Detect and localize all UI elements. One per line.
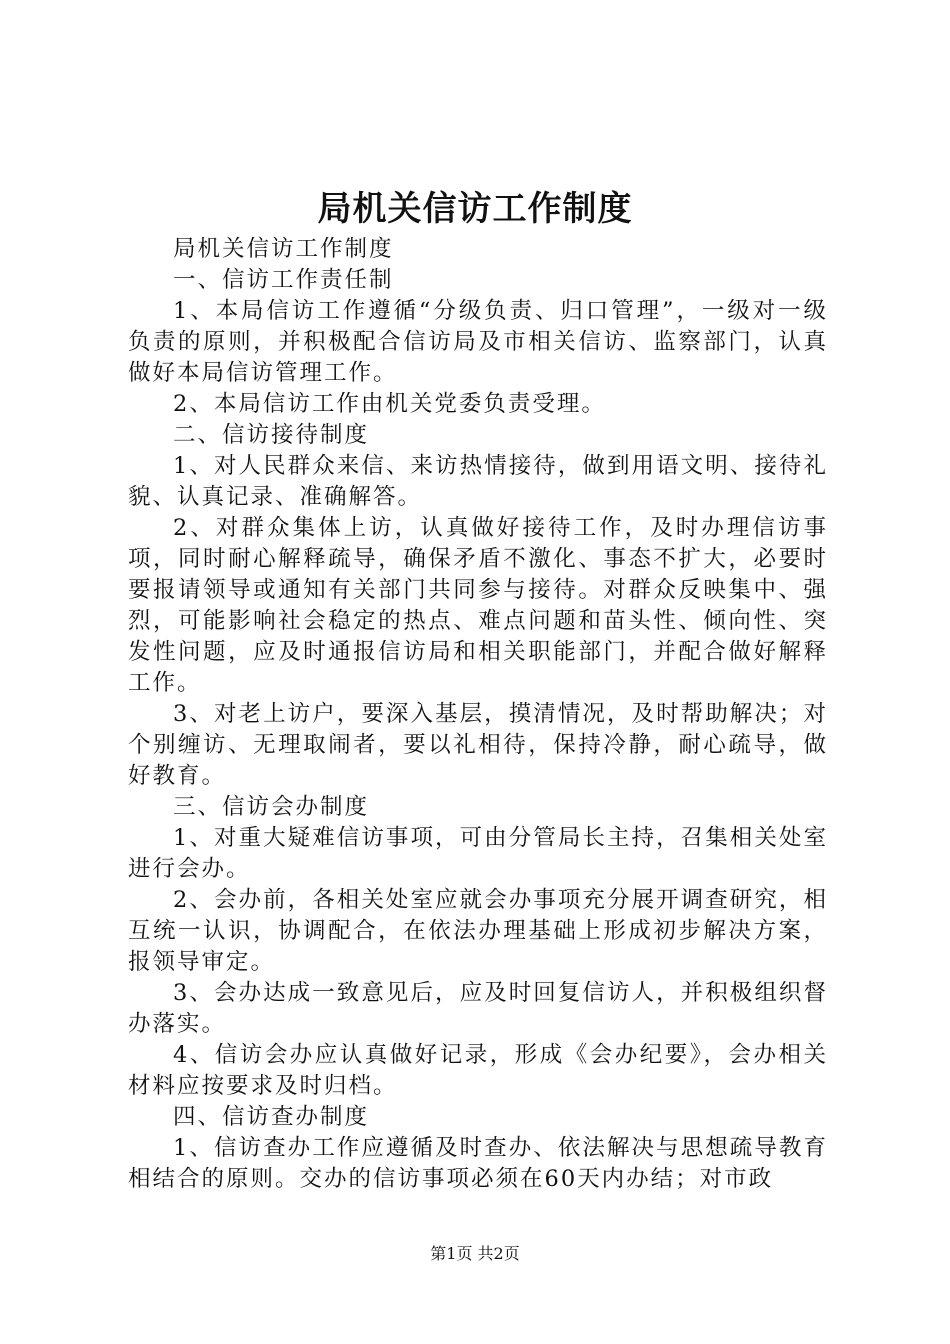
paragraph: 1、信访查办工作应遵循及时查办、依法解决与思想疏导教育相结合的原则。交办的信访事项必须在60天内办结；对市政 bbox=[128, 1135, 828, 1192]
section-heading-1: 一、信访工作责任制 bbox=[173, 267, 394, 293]
paragraph: 1、对人民群众来信、来访热情接待，做到用语文明、接待礼貌、认真记录、准确解答。 bbox=[128, 453, 828, 510]
section-heading-2: 二、信访接待制度 bbox=[173, 422, 370, 448]
section-heading-4: 四、信访查办制度 bbox=[173, 1104, 370, 1130]
paragraph: 2、会办前，各相关处室应就会办事项充分展开调查研究，相互统一认识，协调配合，在依法办理基础上形成初步解决方案，报领导审定。 bbox=[128, 887, 828, 975]
paragraph: 3、会办达成一致意见后，应及时回复信访人，并积极组织督办落实。 bbox=[128, 980, 828, 1037]
paragraph: 4、信访会办应认真做好记录，形成《会办纪要》，会办相关材料应按要求及时归档。 bbox=[128, 1042, 828, 1099]
paragraph: 1、对重大疑难信访事项，可由分管局长主持，召集相关处室进行会办。 bbox=[128, 825, 828, 882]
page-number-footer: 第1页 共2页 bbox=[430, 1244, 520, 1263]
section-heading-3: 三、信访会办制度 bbox=[173, 794, 370, 820]
paragraph: 3、对老上访户，要深入基层，摸清情况，及时帮助解决；对个别缠访、无理取闹者，要以礼相待，保持冷静，耐心疏导，做好教育。 bbox=[128, 701, 828, 789]
document-body bbox=[128, 234, 828, 1195]
paragraph: 2、对群众集体上访，认真做好接待工作，及时办理信访事项，同时耐心解释疏导，确保矛盾不激化、事态不扩大，必要时要报请领导或通知有关部门共同参与接待。对群众反映集中、强烈，可能影响社会稳定的热点、难点问题和苗头性、倾向性、突发性问题，应及时通报信访局和相关职能部门，并配合做好解释工作。 bbox=[128, 515, 828, 696]
paragraph: 2、本局信访工作由机关党委负责受理。 bbox=[173, 391, 606, 417]
document-title: 局机关信访工作制度 bbox=[317, 189, 633, 229]
paragraph-intro-title: 局机关信访工作制度 bbox=[173, 236, 394, 262]
paragraph: 1、本局信访工作遵循“分级负责、归口管理”，一级对一级负责的原则，并积极配合信访局及市相关信访、监察部门，认真做好本局信访管理工作。 bbox=[128, 298, 828, 386]
